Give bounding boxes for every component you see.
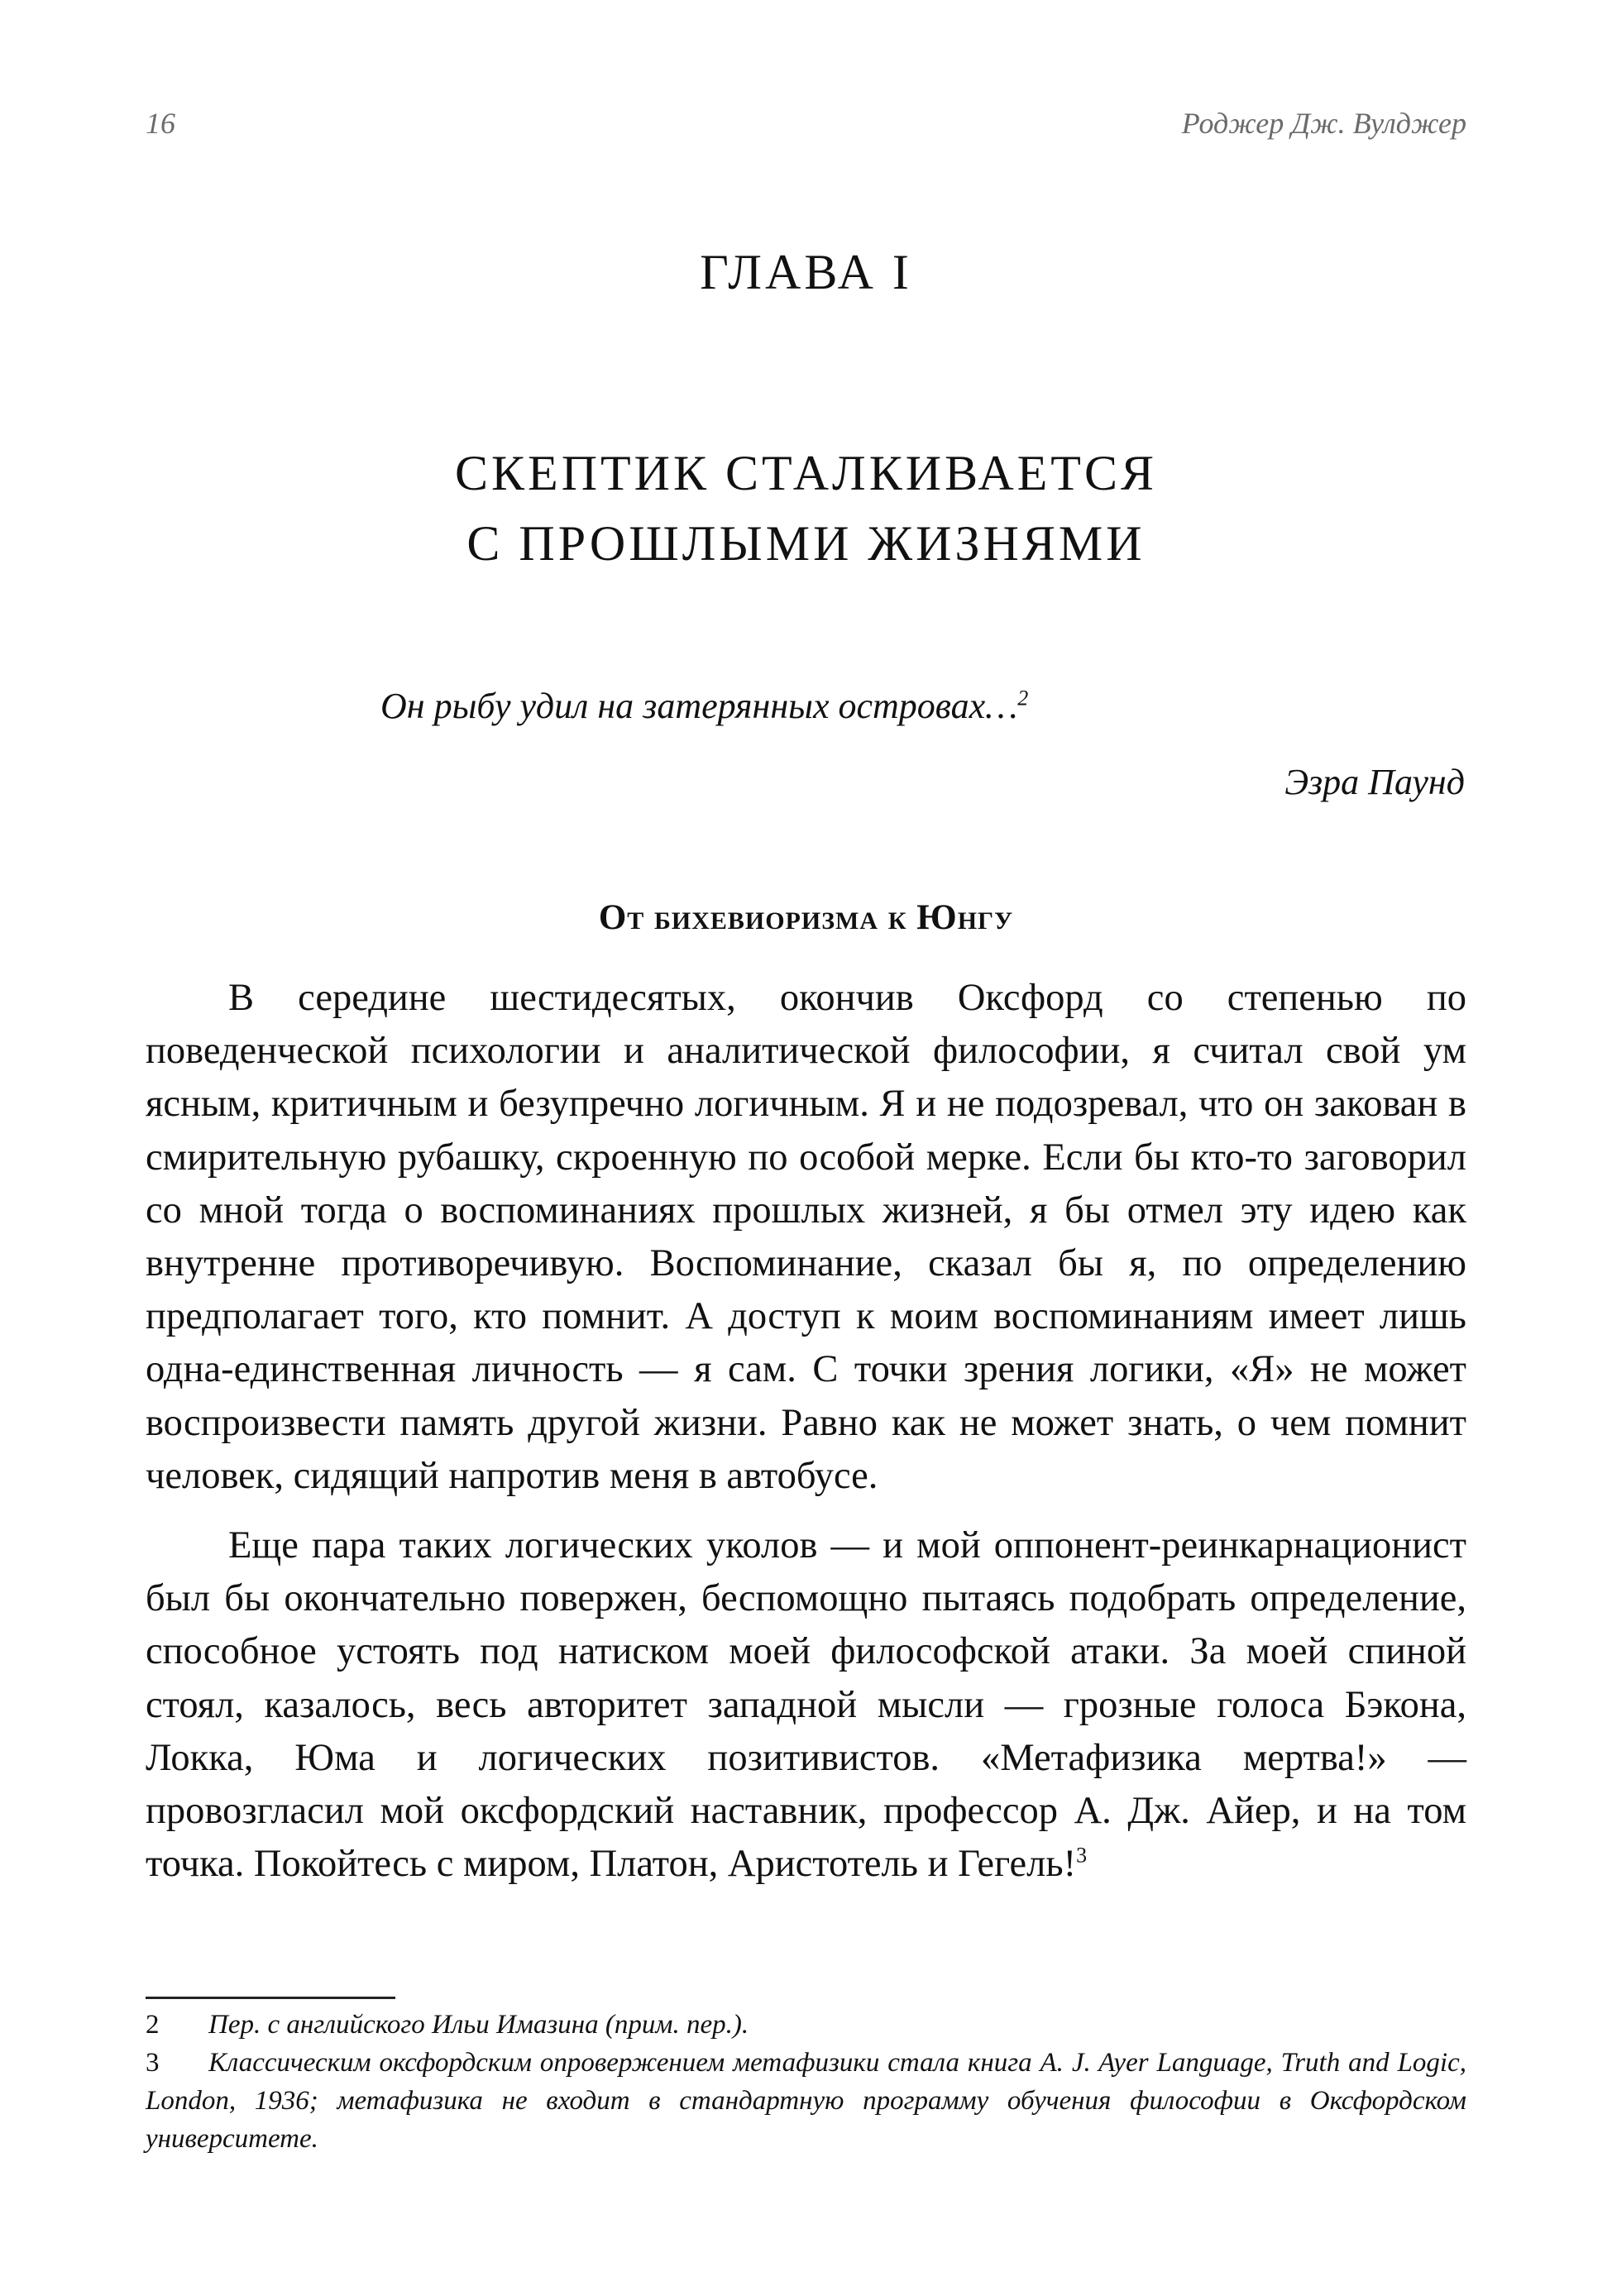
section-heading: От бихевиоризма к Юнгу <box>598 898 1014 937</box>
epigraph <box>380 685 1028 727</box>
epigraph-author: Эзра Паунд <box>1284 762 1465 802</box>
body-text <box>146 972 1466 1891</box>
paragraph-1 <box>146 972 1466 1503</box>
footnote-text: Пер. с английского Ильи Имазина (прим. пер.). <box>208 2010 749 2040</box>
paragraph-1-text: В середине шестидесятых, окончив Оксфорд со степенью по поведенческой психологии и аналитической философии, я считал свой ум ясным, критичным и безупречно логичным. Я и не подозревал, что он закован в смирительную рубашку, скроенную по особой мерке. Если бы кто-то заговорил со мной тогда о воспоминаниях прошлых жизней, я бы отмел эту идею как внутренне противоречивую. Воспоминание, сказал бы я, по определению предполагает того, кто помнит. А доступ к моим воспоминаниям имеет лишь одна-единственная личность — я сам. С точки зрения логики, «Я» не может воспроизвести память другой жизни. Равно как не может знать, о чем помнит человек, сидящий напротив меня в автобусе. <box>146 977 1466 1497</box>
chapter-label: ГЛАВА I <box>700 245 912 299</box>
epigraph-text: Он рыбу удил на затерянных островах… <box>380 686 1018 726</box>
footnote-3 <box>146 2044 1466 2158</box>
footnotes <box>146 2006 1466 2158</box>
footnote-number: 2 <box>146 2010 160 2040</box>
footnote-number: 3 <box>146 2048 160 2078</box>
paragraph-2-footnote-ref: 3 <box>1076 1843 1088 1868</box>
running-header <box>146 106 1466 147</box>
footnote-2 <box>146 2006 1466 2044</box>
chapter-title-line-2: С ПРОШЛЫМИ ЖИЗНЯМИ <box>466 516 1146 571</box>
paragraph-2 <box>146 1519 1466 1891</box>
paragraph-2-text: Еще пара таких логических уколов — и мой оппонент-реинкарнационист был бы окончательно повержен, беспомощно пытаясь подобрать определение, способное устоять под натиском моей философской атаки. За моей спиной стоял, казалось, весь авторитет западной мысли — грозные голоса Бэкона, Локка, Юма и логических позитивистов. «Метафизика мертва!» — провозгласил мой оксфордский наставник, профессор А. Дж. Айер, и на том точка. Покойтесь с миром, Платон, Аристотель и Гегель! <box>146 1524 1466 1886</box>
chapter-title <box>0 438 1612 579</box>
chapter-title-line-1: СКЕПТИК СТАЛКИВАЕТСЯ <box>455 446 1157 500</box>
footnote-text: Классическим оксфордским опровержением метафизики стала книга A. J. Ayer Language, Truth and Logic, London, 1936; метафизика не входит в стандартную программу обучения философии в Оксфордском университете. <box>146 2048 1466 2154</box>
footnote-divider <box>146 1997 395 1999</box>
running-header-author: Роджер Дж. Вулджер <box>1181 107 1466 140</box>
page-number: 16 <box>146 107 175 140</box>
epigraph-footnote-ref: 2 <box>1017 686 1029 710</box>
